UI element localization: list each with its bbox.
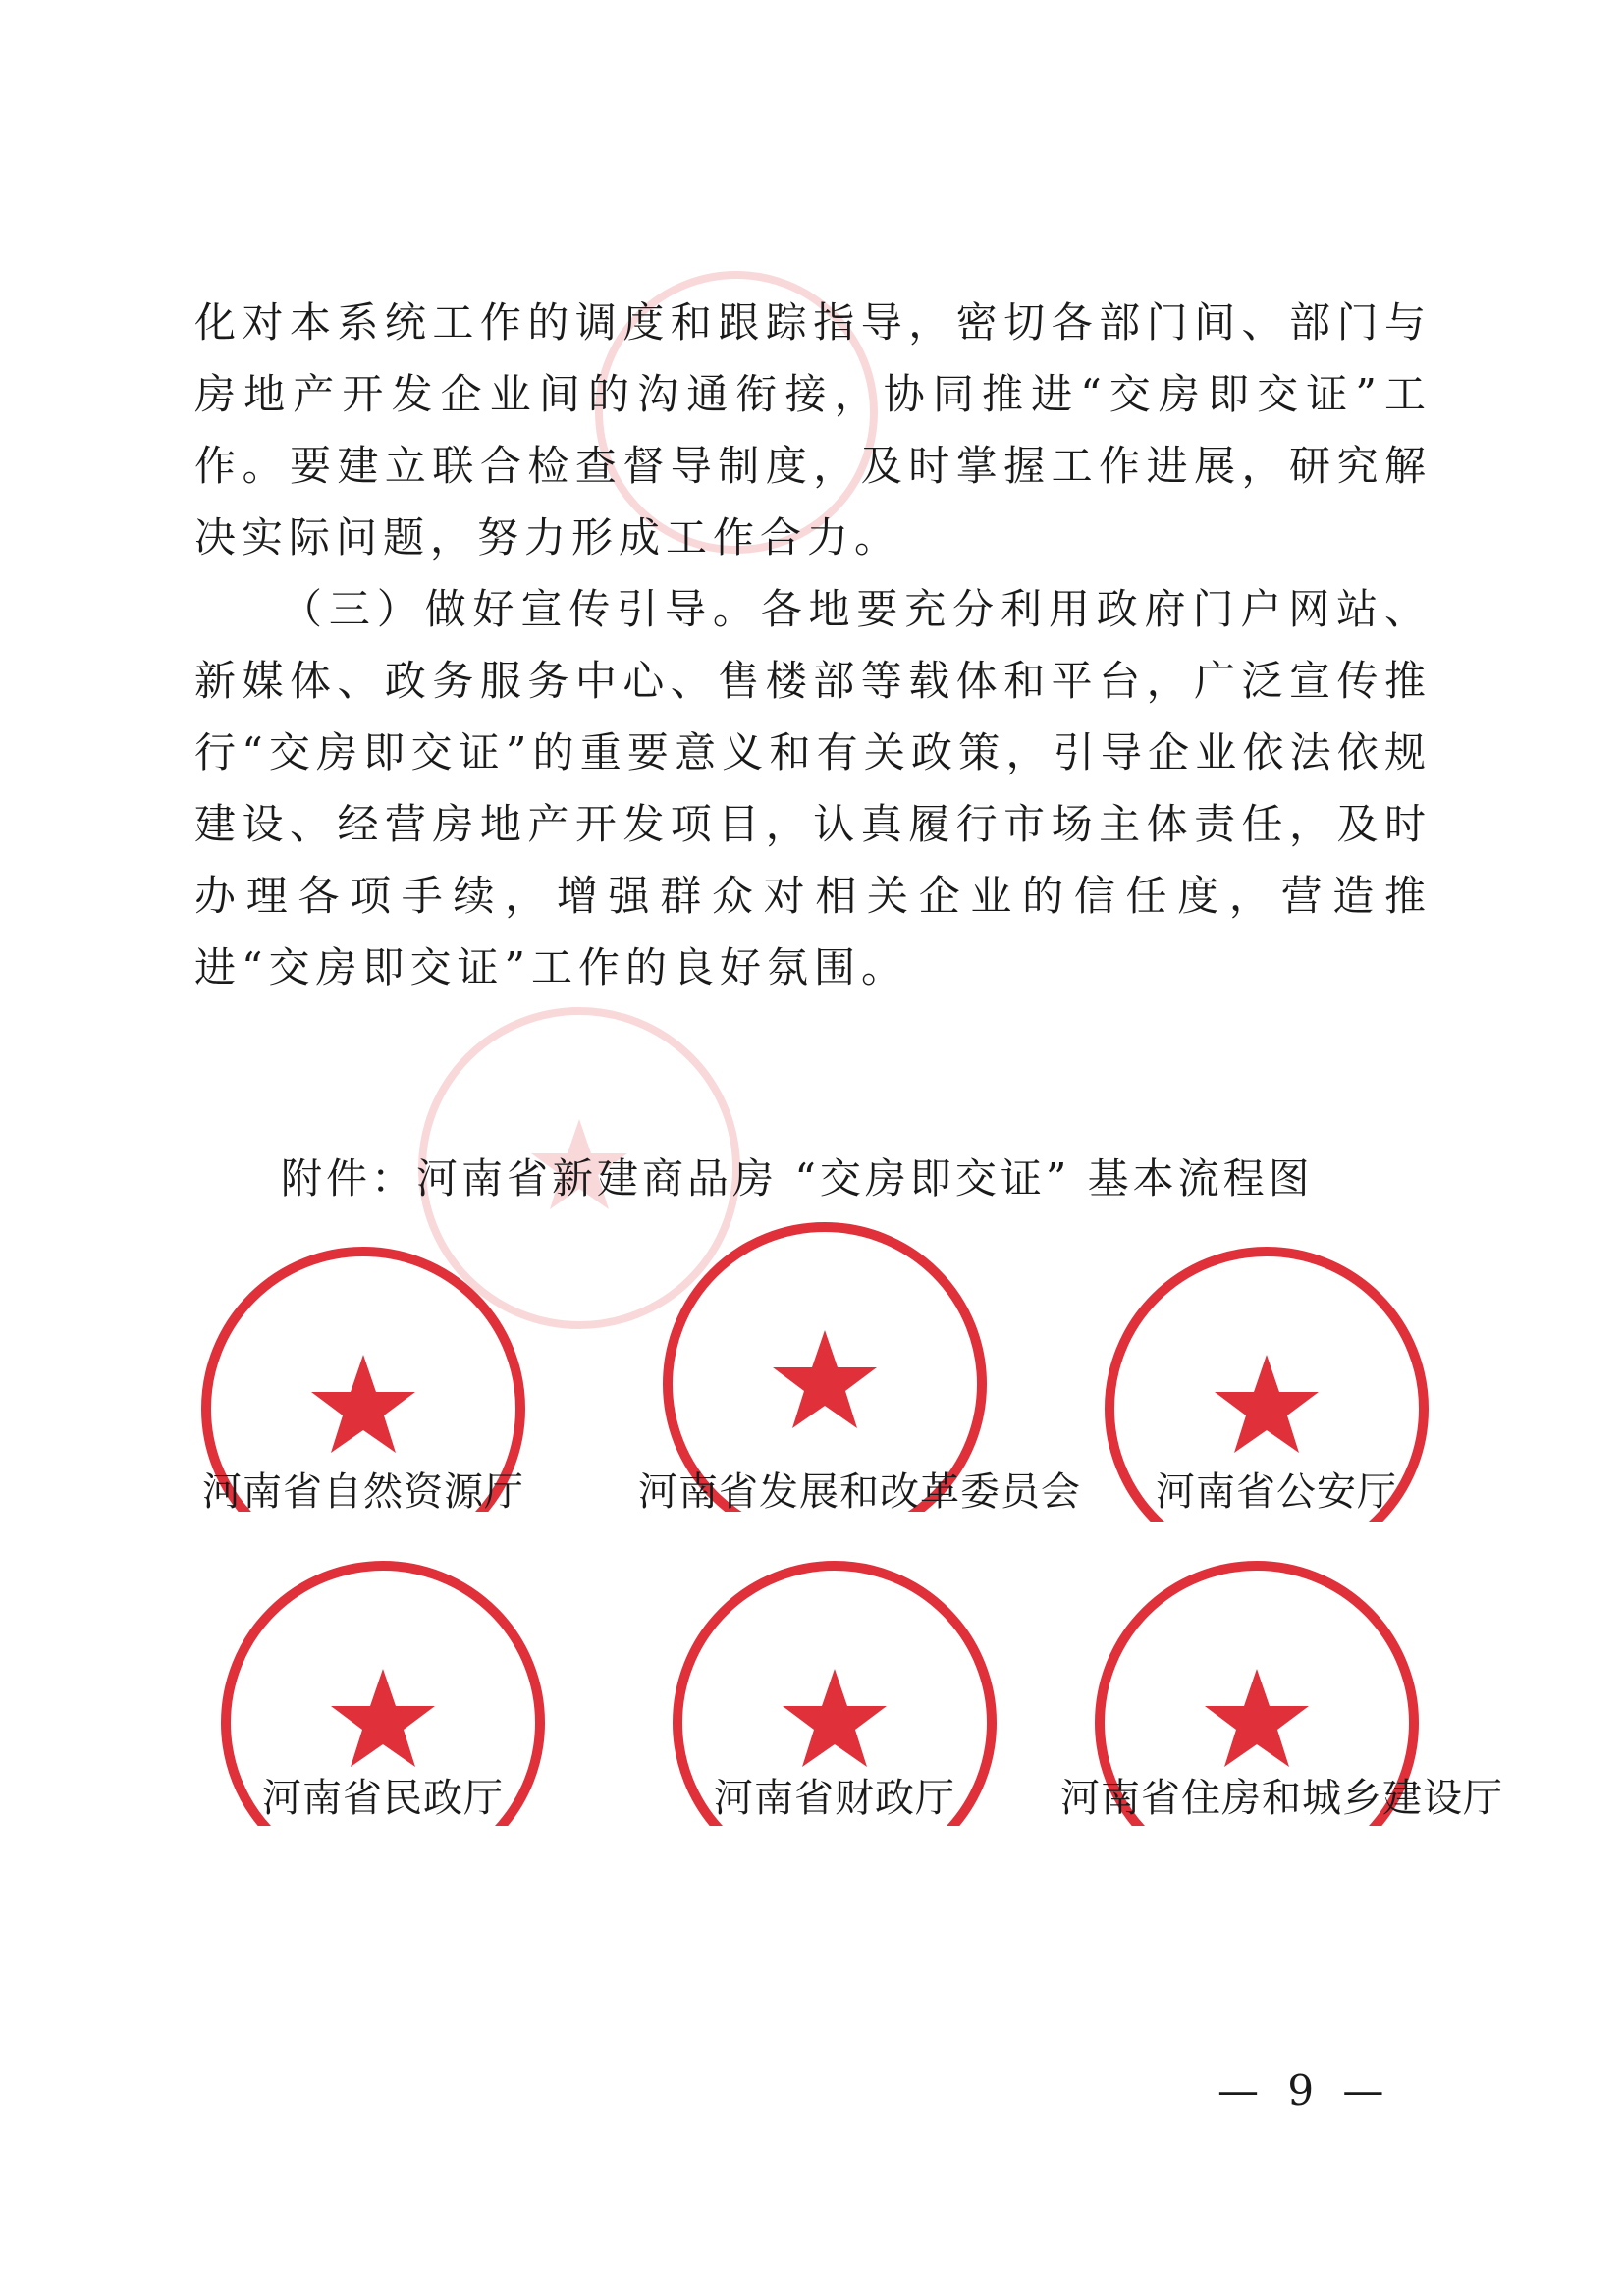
body-text (194, 287, 1432, 1003)
paragraph-1: 化对本系统工作的调度和跟踪指导，密切各部门间、部门与房地产开发企业间的沟通衔接，协同推进“交房即交证”工作。要建立联合检查督导制度，及时掌握工作进展，研究解决实际问题，努力形成工作合力。 (194, 298, 1432, 561)
signatory-label: 河南省发展和改革委员会 (638, 1469, 1081, 1515)
page-number: — 9 — (1217, 2066, 1392, 2114)
signatory-public-security (1090, 1227, 1463, 1522)
signatory-finance (648, 1531, 1021, 1826)
signatory-civil-affairs (196, 1531, 569, 1826)
signatory-label: 河南省财政厅 (714, 1776, 955, 1821)
attachment-line: 附件：河南省新建商品房 “交房即交证” 基本流程图 (281, 1154, 1314, 1202)
signatory-development-reform (638, 1217, 1081, 1515)
paragraph-2: （三）做好宣传引导。各地要充分利用政府门户网站、新媒体、政务服务中心、售楼部等载体和平台，广泛宣传推行“交房即交证”的重要意义和有关政策，引导企业依法依规建设、经营房地产开发项目，认真履行市场主体责任，及时办理各项手续，增强群众对相关企业的信任度，营造推进“交房即交证”工作的良好氛围。 (194, 585, 1432, 991)
signatory-label: 河南省民政厅 (262, 1776, 504, 1821)
signatory-housing-construction (1060, 1531, 1503, 1826)
signatory-label: 河南省公安厅 (1156, 1469, 1397, 1515)
signatory-label: 河南省住房和城乡建设厅 (1060, 1776, 1503, 1821)
signatory-natural-resources (177, 1217, 550, 1515)
signatory-label: 河南省自然资源厅 (202, 1469, 524, 1515)
